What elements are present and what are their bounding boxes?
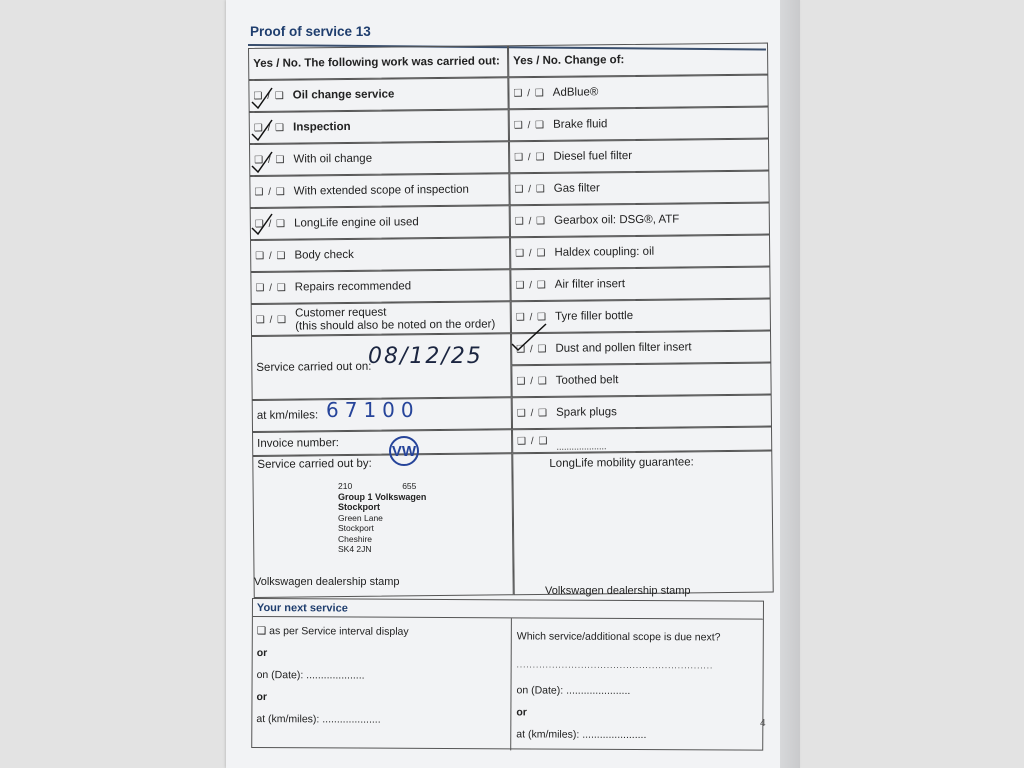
stamp-line: SK4 2JN — [338, 544, 372, 554]
yes-no-checkbox[interactable]: ❑ / ❑ — [513, 87, 545, 99]
yes-no-checkbox[interactable]: ❑ / ❑ — [516, 343, 548, 355]
item-label: Toothed belt — [555, 374, 619, 387]
item-label: With oil change — [293, 152, 373, 166]
item-label: Air filter insert — [554, 278, 626, 291]
item-label: Inspection — [293, 120, 351, 134]
or-label: or — [256, 691, 268, 704]
item-label: Repairs recommended — [294, 280, 412, 294]
yes-no-checkbox[interactable]: ❑ / ❑ — [253, 122, 286, 134]
item-label: With extended scope of inspection — [293, 183, 469, 198]
km-handwritten: 67100 — [326, 398, 420, 422]
right-header: Yes / No. Change of: — [508, 43, 768, 78]
left-header: Yes / No. The following work was carried out: — [248, 45, 508, 80]
next-service-divider — [510, 618, 512, 750]
yes-no-checkbox[interactable]: ❑ / ❑ — [514, 151, 546, 163]
item-label: Diesel fuel filter — [553, 149, 633, 163]
stamp-line: Stockport — [338, 502, 381, 512]
row-gas-filter — [509, 171, 769, 206]
yes-no-checkbox[interactable]: ❑ / ❑ — [254, 186, 286, 198]
yes-no-checkbox[interactable]: ❑ / ❑ — [254, 154, 286, 166]
stamp-line: Green Lane — [338, 512, 383, 523]
row-air-filter — [510, 267, 770, 302]
item-label: Haldex coupling: oil — [554, 245, 655, 259]
yes-no-checkbox[interactable]: ❑ / ❑ — [255, 282, 287, 294]
check-icon — [252, 214, 272, 234]
item-label: Tyre filler bottle — [555, 309, 634, 323]
yes-no-checkbox[interactable]: ❑ / ❑ — [516, 407, 549, 419]
service-date-label: Service carried out on: — [256, 360, 372, 374]
stamp-line: Stockport — [338, 523, 374, 533]
right-at-km-field[interactable]: at (km/miles): ...................... — [516, 728, 647, 742]
yes-no-checkbox[interactable]: ❑ / ❑ — [515, 279, 547, 291]
check-icon — [252, 88, 272, 108]
vw-logo-icon: VW — [389, 436, 419, 466]
next-service-box — [251, 598, 764, 751]
stamp-code-left: 210 — [338, 481, 353, 491]
yes-no-checkbox[interactable]: ❑ / ❑ — [516, 375, 548, 387]
stamp-line: Group 1 Volkswagen — [338, 491, 427, 502]
page-edge — [780, 0, 800, 768]
next-scope-field[interactable]: ............................................................. — [516, 660, 714, 671]
interval-option[interactable]: ❑ as per Service interval display — [256, 625, 409, 638]
check-icon — [252, 120, 272, 140]
customer-request-note: (this should also be noted on the order) — [295, 318, 496, 333]
longlife-label: LongLife mobility guarantee: — [549, 456, 694, 470]
check-icon — [252, 152, 272, 172]
invoice-cell — [252, 429, 512, 456]
row-gearbox-oil — [510, 203, 770, 238]
check-icon — [512, 324, 546, 350]
item-label: AdBlue® — [552, 86, 599, 99]
km-label: at km/miles: — [256, 409, 319, 422]
dealer-stamp — [338, 481, 426, 555]
at-km-field[interactable]: at (km/miles): .................... — [256, 713, 381, 726]
item-label: Spark plugs — [556, 406, 617, 419]
yes-no-checkbox[interactable]: ❑ / ❑ — [254, 218, 287, 230]
item-label: Gearbox oil: DSG®, ATF — [554, 213, 680, 227]
item-label: Brake fluid — [553, 118, 608, 131]
yes-no-checkbox[interactable]: ❑ / ❑ — [517, 435, 549, 447]
next-scope-question: Which service/additional scope is due next? — [516, 630, 721, 644]
stamp-label-left: Volkswagen dealership stamp — [254, 576, 400, 588]
yes-no-checkbox[interactable]: ❑ / ❑ — [515, 311, 548, 323]
check-marks — [248, 80, 548, 380]
item-label: Dust and pollen filter insert — [555, 341, 692, 355]
pollen-check-mark — [508, 318, 558, 358]
stamp-line: Cheshire — [338, 533, 373, 544]
yes-no-checkbox[interactable]: ❑ / ❑ — [513, 119, 546, 131]
carried-by-label: Service carried out by: — [257, 457, 372, 471]
page-title: Proof of service 13 — [250, 24, 371, 39]
item-label: Oil change service — [292, 88, 395, 102]
longlife-cell — [512, 451, 773, 596]
yes-no-checkbox[interactable]: ❑ / ❑ — [515, 247, 547, 259]
row-blank — [512, 427, 772, 454]
right-on-date-field[interactable]: on (Date): ...................... — [516, 684, 631, 697]
row-spark-plugs — [512, 395, 772, 430]
row-haldex — [510, 235, 770, 270]
or-label: or — [256, 647, 268, 660]
stamp-label-right: Volkswagen dealership stamp — [545, 585, 691, 597]
yes-no-checkbox[interactable]: ❑ / ❑ — [255, 314, 288, 326]
item-label: Body check — [294, 248, 354, 262]
yes-no-checkbox[interactable]: ❑ / ❑ — [253, 90, 285, 102]
yes-no-checkbox[interactable]: ❑ / ❑ — [514, 215, 547, 227]
stamp-code-right: 655 — [402, 481, 417, 491]
item-label: LongLife engine oil used — [294, 216, 419, 230]
page-number: 4 — [760, 718, 766, 729]
row-toothed-belt — [511, 363, 771, 398]
customer-request-label: Customer request — [294, 306, 387, 320]
item-label: Gas filter — [553, 182, 600, 195]
yes-no-checkbox[interactable]: ❑ / ❑ — [255, 250, 287, 262]
on-date-field[interactable]: on (Date): .................... — [256, 669, 365, 682]
or-label: or — [516, 706, 527, 719]
yes-no-checkbox[interactable]: ❑ / ❑ — [514, 183, 546, 195]
row-diesel-filter — [509, 139, 769, 174]
invoice-label: Invoice number: — [257, 437, 340, 450]
service-date-handwritten: 08/12/25 — [368, 344, 483, 369]
blank-line: .................... — [556, 441, 607, 452]
next-service-header: Your next service — [253, 599, 763, 620]
